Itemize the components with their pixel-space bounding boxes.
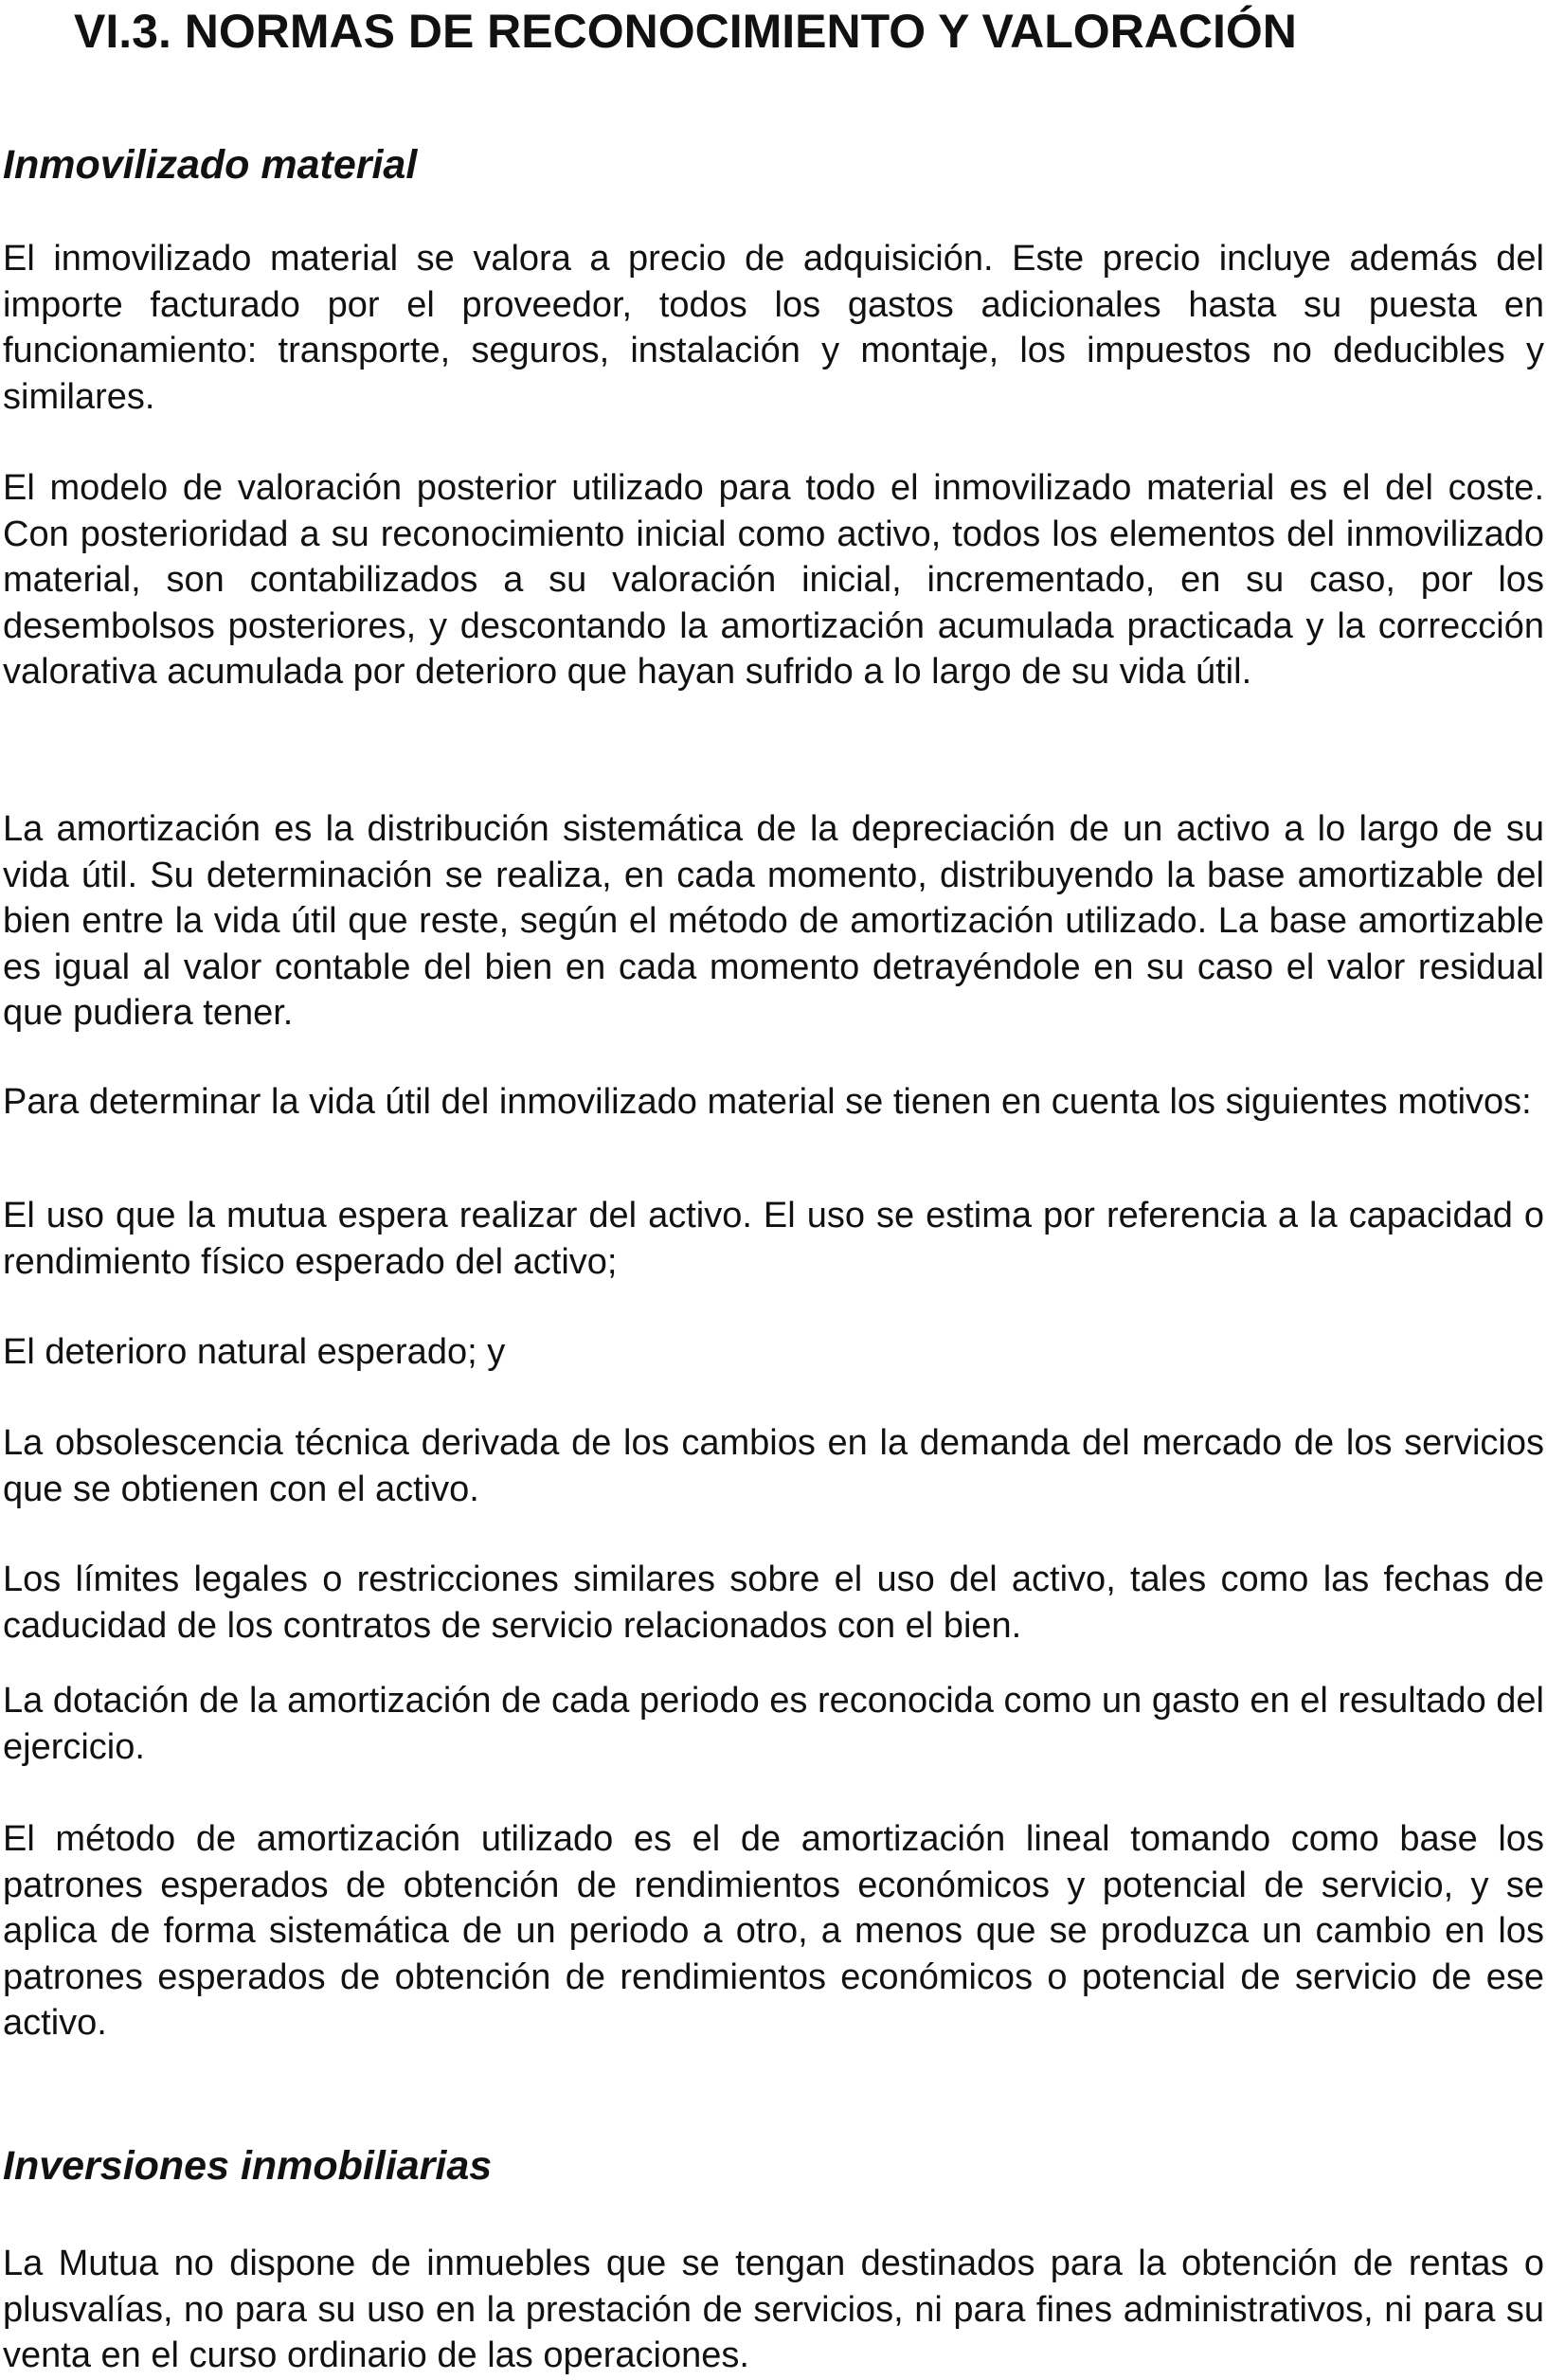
paragraph-obsolescencia: La obsolescencia técnica derivada de los cambios en la demanda del mercado de los servicios que se obtienen con el activo. bbox=[3, 1423, 1544, 1509]
paragraph-metodo-amortizacion: El método de amortización utilizado es el de amortización lineal tomando como base los patrones esperados de obtención de rendimientos económicos y potencial de servicio, y se aplica de forma sistemática de un periodo a otro, a menos que se produzca un cambio en los patrones esperados de obtención de rendimientos económicos o potencial de servicio de ese activo. bbox=[3, 1819, 1544, 2043]
paragraph-uso-activo: El uso que la mutua espera realizar del activo. El uso se estima por referencia a la capacidad o rendimiento físico esperado del activo; bbox=[3, 1196, 1544, 1282]
paragraph-precio-adquisicion: El inmovilizado material se valora a precio de adquisición. Este precio incluye además del importe facturado por el proveedor, todos los gastos adicionales hasta su puesta en funcionamiento: transporte, seguros, instalación y montaje, los impuestos no deducibles y similares. bbox=[3, 239, 1544, 417]
paragraph-modelo-valoracion: El modelo de valoración posterior utilizado para todo el inmovilizado material es el del coste. Con posterioridad a su reconocimiento inicial como activo, todos los elementos del inmovilizado material, son contabilizados a su valoración inicial, incrementado, en su caso, por los desembolsos posteriores, y descontando la amortización acumulada practicada y la corrección valorativa acumulada por deterioro que hayan sufrido a lo largo de su vida útil. bbox=[3, 468, 1544, 692]
page-title: VI.3. NORMAS DE RECONOCIMIENTO Y VALORACIÓN bbox=[74, 5, 1297, 58]
paragraph-limites-legales: Los límites legales o restricciones similares sobre el uso del activo, tales como las fechas de caducidad de los contratos de servicio relacionados con el bien. bbox=[3, 1560, 1544, 1646]
paragraph-vida-util-motivos: Para determinar la vida útil del inmovilizado material se tienen en cuenta los siguientes motivos: bbox=[3, 1082, 1532, 1122]
paragraph-deterioro-natural: El deterioro natural esperado; y bbox=[3, 1332, 506, 1372]
paragraph-dotacion-amortizacion: La dotación de la amortización de cada periodo es reconocida como un gasto en el resultado del ejercicio. bbox=[3, 1681, 1544, 1767]
paragraph-inversiones-inmobiliarias: La Mutua no dispone de inmuebles que se tengan destinados para la obtención de rentas o plusvalías, no para su uso en la prestación de servicios, ni para fines administrativos, ni para su venta en el curso ordinario de las operaciones. bbox=[3, 2244, 1544, 2375]
section-heading-inmovilizado-material: Inmovilizado material bbox=[3, 142, 418, 188]
section-heading-inversiones-inmobiliarias: Inversiones inmobiliarias bbox=[3, 2143, 493, 2189]
paragraph-amortizacion: La amortización es la distribución sistemática de la depreciación de un activo a lo largo de su vida útil. Su determinación se realiza, en cada momento, distribuyendo la base amortizable del bien entre la vida útil que reste, según el método de amortización utilizado. La base amortizable es igual al valor contable del bien en cada momento detrayéndole en su caso el valor residual que pudiera tener. bbox=[3, 809, 1544, 1033]
